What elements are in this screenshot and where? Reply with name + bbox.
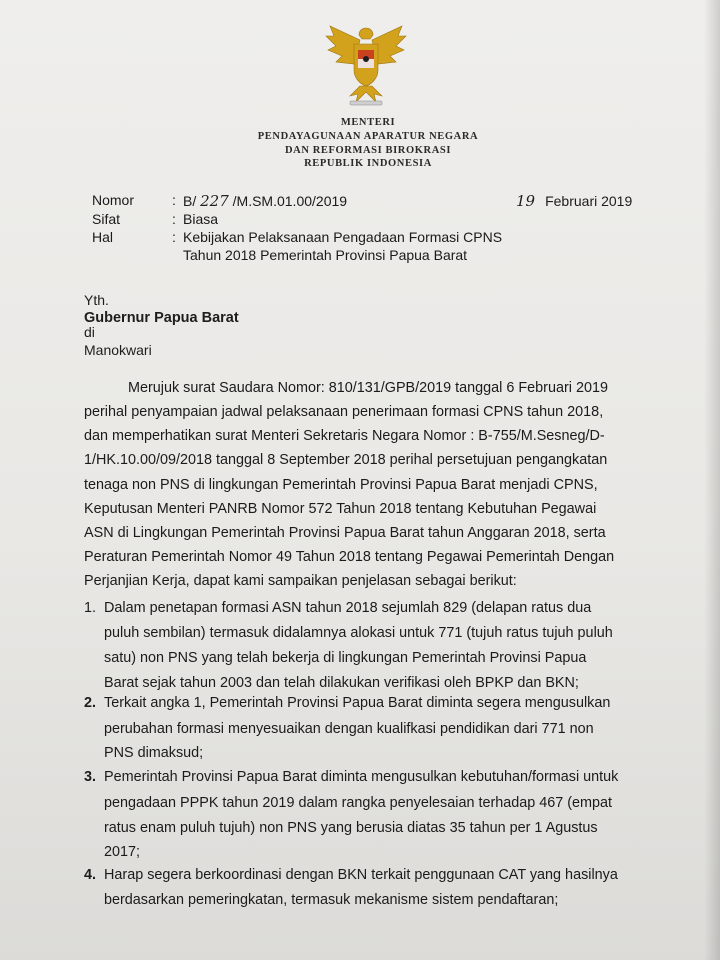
nomor-label: Nomor [92, 192, 135, 208]
paragraph-line: ASN di Lingkungan Pemerintah Provinsi Papua Barat tahun Anggaran 2018, serta [84, 525, 606, 541]
letterhead-line-2: PENDAYAGUNAAN APARATUR NEGARA [257, 131, 479, 142]
list-item-line: satu) non PNS yang telah bekerja di lingkungan Pemerintah Provinsi Papua [104, 650, 587, 666]
list-item-number: 3. [84, 769, 97, 785]
paragraph-line: 1/HK.10.00/09/2018 tanggal 8 September 2018 perihal persetujuan pengangkatan [84, 452, 608, 468]
nomor-handwritten: 227 [200, 192, 229, 210]
recipient-yth: Yth. [84, 292, 109, 308]
recipient-place: Manokwari [84, 342, 152, 358]
hal-label: Hal [92, 229, 114, 245]
paragraph-line: perihal penyampaian jadwal pelaksanaan penerimaan formasi CPNS tahun 2018, [84, 404, 604, 420]
nomor-suffix: /M.SM.01.00/2019 [232, 193, 348, 209]
sifat-label: Sifat [92, 211, 121, 227]
letter-date [516, 192, 632, 210]
hal-line-1: Kebijakan Pelaksanaan Pengadaan Formasi CPNS [183, 229, 503, 245]
list-item-line: perubahan formasi menyesuaikan dengan kualifkasi pendidikan dari 771 non [104, 721, 594, 737]
letterhead-line-4: REPUBLIK INDONESIA [304, 158, 432, 169]
list-item-number: 1. [84, 600, 97, 616]
list-item-line: berdasarkan pemeringkatan, termasuk mekanisme sistem pendaftaran; [104, 892, 559, 908]
recipient-name: Gubernur Papua Barat [84, 310, 239, 326]
nomor-colon: : [172, 192, 176, 208]
list-item-line: Barat sejak tahun 2003 dan telah dilakukan verifikasi oleh BPKP dan BKN; [104, 675, 579, 691]
list-item-line: PNS dimaksud; [104, 745, 204, 761]
list-item-line: Harap segera berkoordinasi dengan BKN terkait penggunaan CAT yang hasilnya [104, 867, 618, 883]
sifat-colon: : [172, 211, 176, 227]
recipient-di: di [84, 324, 95, 340]
hal-line-2: Tahun 2018 Pemerintah Provinsi Papua Barat [183, 247, 468, 263]
list-item-line: pengadaan PPPK tahun 2019 dalam rangka penyelesaian terhadap 467 (empat [104, 795, 613, 811]
list-item-line: puluh sembilan) termasuk didalamnya alokasi untuk 771 (tujuh ratus tujuh puluh [104, 625, 613, 641]
hal-colon: : [172, 229, 176, 245]
paragraph-line: Keputusan Menteri PANRB Nomor 572 Tahun 2018 tentang Kebutuhan Pegawai [84, 501, 597, 517]
page-edge-shadow [704, 0, 720, 960]
date-day-handwritten: 19 [516, 192, 536, 210]
sifat-value: Biasa [183, 211, 219, 227]
letterhead-line-3: DAN REFORMASI BIROKRASI [284, 145, 452, 156]
list-item-number: 4. [84, 867, 97, 883]
list-item-line: Dalam penetapan formasi ASN tahun 2018 sejumlah 829 (delapan ratus dua [104, 600, 592, 616]
list-item-number: 2. [84, 695, 97, 711]
paragraph-line: Merujuk surat Saudara Nomor: 810/131/GPB/2019 tanggal 6 Februari 2019 [128, 380, 608, 396]
list-item-line: ratus enam puluh tujuh) non PNS yang berusia diatas 35 tahun per 1 Agustus [104, 820, 598, 836]
list-item-line: 2017; [104, 844, 141, 860]
date-month-year: Februari 2019 [545, 193, 633, 209]
list-item-line: Terkait angka 1, Pemerintah Provinsi Papua Barat diminta segera mengusulkan [104, 695, 611, 711]
paragraph-line: Peraturan Pemerintah Nomor 49 Tahun 2018 tentang Pegawai Pemerintah Dengan [84, 549, 615, 565]
nomor-value [183, 192, 347, 210]
garuda-emblem [320, 22, 412, 108]
paragraph-line: Perjanjian Kerja, dapat kami sampaikan penjelasan sebagai berikut: [84, 573, 517, 589]
nomor-prefix: B/ [183, 193, 197, 209]
list-item-line: Pemerintah Provinsi Papua Barat diminta mengusulkan kebutuhan/formasi untuk [104, 769, 619, 785]
letterhead-line-1: MENTERI [340, 117, 396, 128]
paragraph-line: tenaga non PNS di lingkungan Pemerintah Provinsi Papua Barat menjadi CPNS, [84, 477, 598, 493]
paragraph-line: dan memperhatikan surat Menteri Sekretaris Negara Nomor : B-755/M.Sesneg/D- [84, 428, 605, 444]
